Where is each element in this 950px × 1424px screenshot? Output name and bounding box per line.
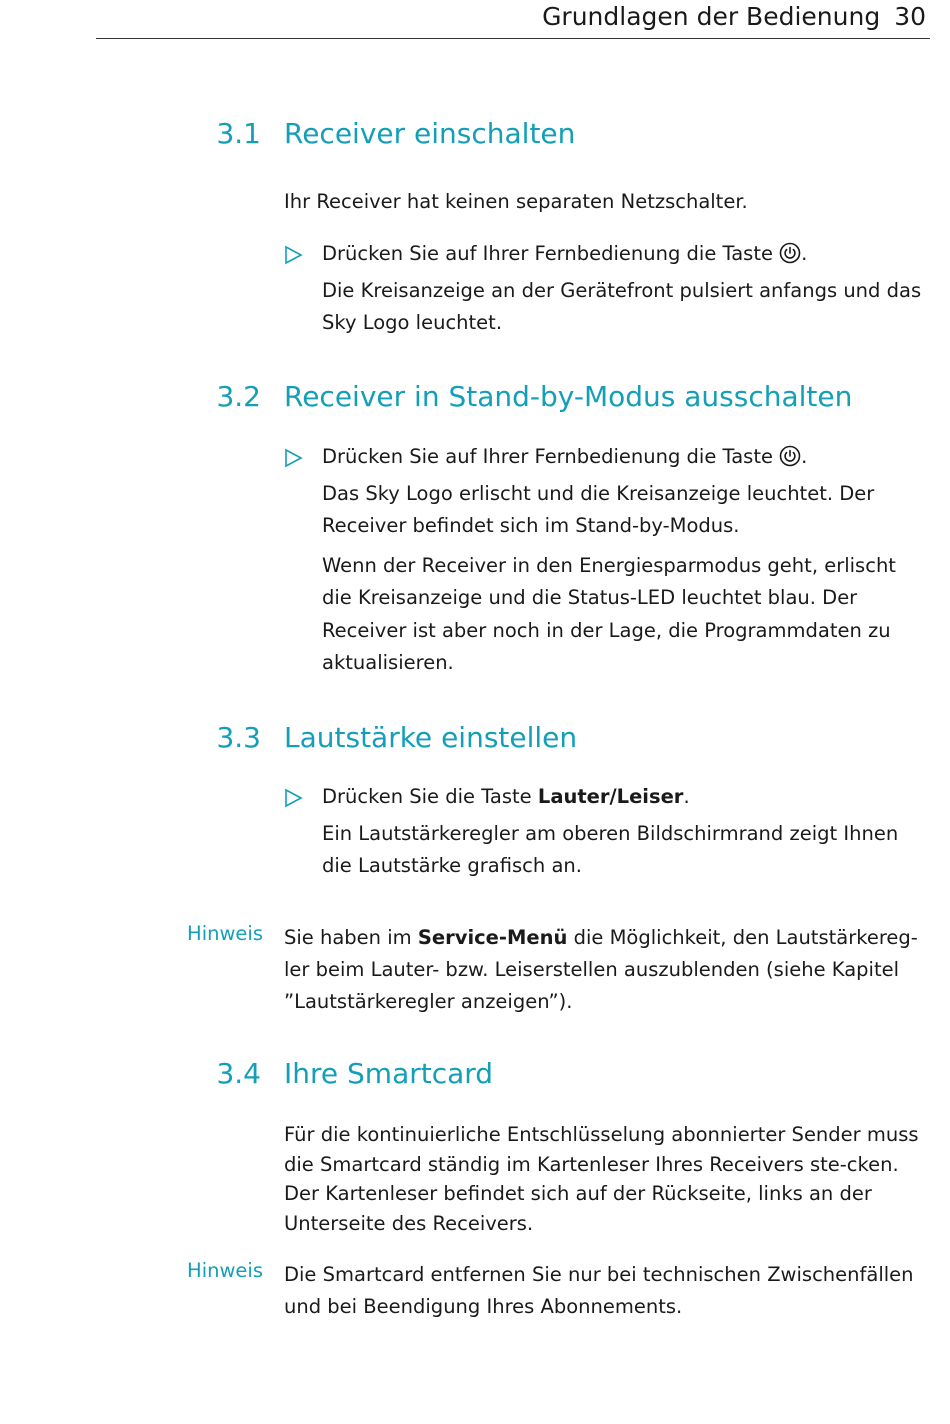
note-text: Die Smartcard entfernen Sie nur bei technischen Zwischenfällen und bei Beendigung Ihres Abonnements. [284,1263,914,1318]
section-number-3-1: 3.1 [216,117,261,150]
section-3-1-step [322,238,927,340]
page-number: 30 [894,2,926,31]
step-arrow-icon [284,788,304,808]
chapter-title: Grundlagen der Bedienung [542,2,881,31]
section-title-3-2: Receiver in Stand-by-Modus ausschalten [284,380,853,413]
step-result: Die Kreisanzeige an der Gerätefront pulsiert anfangs und das Sky Logo leuchtet. [322,278,922,334]
section-number-3-2: 3.2 [216,380,261,413]
section-3-3-step [322,781,927,883]
service-menu-term: Service-Menü [417,926,568,949]
step-instruction: Drücken Sie die Taste Lauter/Leiser. [322,785,690,808]
power-button-icon [779,242,801,264]
section-title-3-1: Receiver einschalten [284,117,576,150]
section-title-3-3: Lautstärke einstellen [284,721,578,754]
section-title-3-4: Ihre Smartcard [284,1057,494,1090]
note-text: Sie haben im Service-Menü die Möglichkeit, den Lautstärkereg-ler beim Lauter- bzw. Leiserstellen auszublenden (siehe Kapitel ”Lautstärkeregler anzeigen”). [284,926,918,1013]
step-instruction: Drücken Sie auf Ihrer Fernbedienung die Taste . [322,445,808,468]
key-name-lauter-leiser: Lauter/Leiser [537,785,684,808]
power-button-icon [779,445,801,467]
step-arrow-icon [284,245,304,265]
section-3-2-step [322,441,927,680]
header-divider [96,38,930,39]
note-label: Hinweis [187,1259,263,1282]
step-result: Ein Lautstärkeregler am oberen Bildschirmrand zeigt Ihnen die Lautstärke grafisch an. [322,821,899,877]
section-3-4-intro: Für die kontinuierliche Entschlüsselung abonnierter Sender muss die Smartcard ständig im Kartenleser Ihres Receivers ste-cken. Der Kartenleser befindet sich auf der Rückseite, links an der Unterseite des Receivers. [284,1123,919,1235]
step-result: Das Sky Logo erlischt und die Kreisanzeige leuchtet. Der Receiver befindet sich im Stand-by-Modus. [322,481,875,537]
step-instruction: Drücken Sie auf Ihrer Fernbedienung die Taste . [322,242,808,265]
running-header [542,2,926,31]
step-extra-info: Wenn der Receiver in den Energiesparmodus geht, erlischt die Kreisanzeige und die Status-LED leuchtet blau. Der Receiver ist aber noch in der Lage, die Programmdaten zu aktualisieren. [322,553,896,674]
section-number-3-3: 3.3 [216,721,261,754]
note-label: Hinweis [187,922,263,945]
section-number-3-4: 3.4 [216,1057,261,1090]
section-3-1-intro: Ihr Receiver hat keinen separaten Netzschalter. [284,190,748,213]
step-arrow-icon [284,448,304,468]
